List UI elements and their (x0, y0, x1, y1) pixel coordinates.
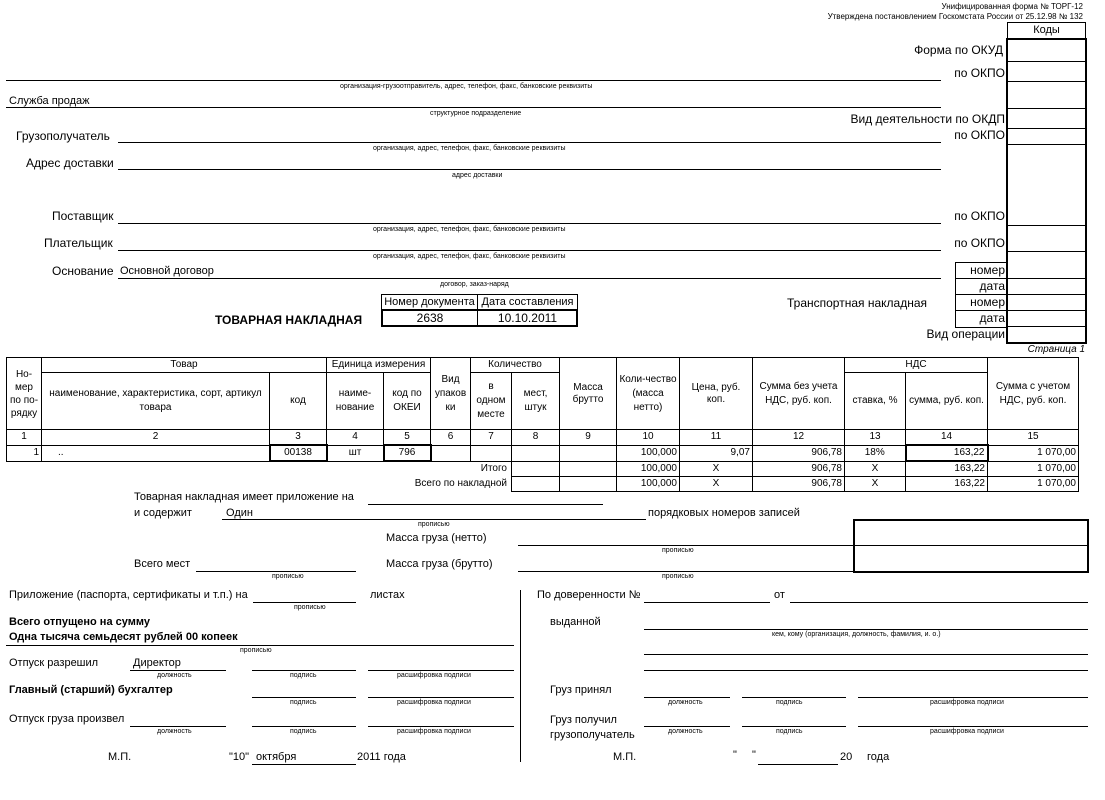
grand-total-row (7, 477, 1079, 492)
delivery-label: Адрес доставки (26, 156, 114, 170)
th-vat-sum: сумма, руб. коп. (906, 373, 988, 430)
th-qty: Количество (471, 358, 560, 373)
doc-date: 10.10.2011 (497, 311, 558, 325)
year-suffix: года (867, 751, 890, 763)
gross-label: Масса груза (брутто) (386, 558, 493, 570)
total-vat-sum: 163,22 (906, 461, 988, 477)
th-price: Цена, руб. коп. (680, 358, 753, 430)
op-type-label: Вид операции (926, 327, 1005, 341)
signature-caption-2: подпись (290, 699, 317, 706)
document-title: ТОВАРНАЯ НАКЛАДНАЯ (215, 313, 363, 327)
col-number: 2 (42, 430, 270, 446)
col-number: 5 (384, 430, 431, 446)
number-label-1: номер (970, 263, 1005, 277)
th-sum-vat: Сумма с учетом НДС, руб. коп. (988, 358, 1079, 430)
th-unit-name: наиме-нование (327, 373, 384, 430)
basis-label: Основание (52, 264, 114, 278)
page-number: Страница 1 (1027, 344, 1085, 355)
col-number: 11 (680, 430, 753, 446)
col-number: 10 (617, 430, 680, 446)
doc-date-header: Дата составления (477, 294, 578, 310)
col-number: 8 (512, 430, 560, 446)
accepted-label: Груз принял (550, 684, 612, 696)
attachments-label: Приложение (паспорта, сертификаты и т.п.) на (9, 589, 248, 601)
th-in-one: в одном месте (471, 373, 512, 430)
col-number: 4 (327, 430, 384, 446)
table-row (7, 445, 1079, 461)
goods-table (6, 357, 1079, 492)
col-number: 1 (7, 430, 42, 446)
decode-caption-1: расшифровка подписи (397, 672, 471, 679)
received-label-1: Груз получил (550, 714, 617, 726)
signature-caption-1: подпись (290, 672, 317, 679)
chief-accountant-label: Главный (старший) бухгалтер (9, 684, 173, 696)
release-allowed-label: Отпуск разрешил (9, 657, 99, 669)
consignee-label: Грузополучатель (16, 129, 110, 143)
grand-qty: 100,000 (617, 477, 680, 492)
in-words-caption-6: прописью (240, 647, 272, 654)
th-okei: код по ОКЕИ (384, 373, 431, 430)
okpo-label-3: по ОКПО (954, 209, 1005, 223)
mass-box (853, 519, 1089, 573)
in-words-caption-4: прописью (272, 573, 304, 580)
shipper-caption: организация-грузоотправитель, адрес, телефон, факс, банковские реквизиты (340, 83, 593, 90)
decode-caption-2: расшифровка подписи (397, 699, 471, 706)
position-caption-1: должность (157, 672, 192, 679)
okpo-label-2: по ОКПО (954, 128, 1005, 142)
th-pack: Вид упаков ки (431, 358, 471, 430)
total-sum-vat: 1 070,00 (988, 461, 1079, 477)
released-label: Всего отпущено на сумму (9, 616, 150, 628)
th-gross: Масса брутто (560, 358, 617, 430)
decode-caption-4: расшифровка подписи (930, 699, 1004, 706)
codes-header: Коды (1007, 22, 1086, 39)
contains-value: Один (226, 507, 253, 519)
signature-caption-5: подпись (776, 728, 803, 735)
in-words-caption-2: прописью (662, 547, 694, 554)
date-year: 2011 года (357, 751, 406, 763)
in-words-caption-5: прописью (294, 604, 326, 611)
row-unit: шт (327, 445, 384, 461)
signature-caption-4: подпись (776, 699, 803, 706)
signature-caption-3: подпись (290, 728, 317, 735)
th-places: мест, штук (512, 373, 560, 430)
date-month: октября (256, 751, 297, 763)
th-code: код (270, 373, 327, 430)
released-words: Одна тысяча семьдесят рублей 00 копеек (9, 631, 238, 643)
grand-sum-novat: 906,78 (753, 477, 845, 492)
row-name: .. (42, 445, 270, 461)
th-num: Но-мер по по-рядку (7, 358, 42, 430)
row-sum-novat: 906,78 (753, 445, 845, 461)
supplier-caption: организация, адрес, телефон, факс, банковские реквизиты (373, 226, 566, 233)
number-label-2: номер (970, 295, 1005, 309)
places-label: Всего мест (134, 558, 191, 570)
payer-label: Плательщик (44, 236, 113, 250)
form-name: Унифицированная форма № ТОРГ-12 (941, 2, 1083, 11)
doc-number: 2638 (416, 311, 444, 325)
decode-caption-3: расшифровка подписи (397, 728, 471, 735)
stamp-label-2: М.П. (613, 751, 637, 763)
col-number: 7 (471, 430, 512, 446)
th-vat: НДС (845, 358, 988, 373)
total-vat-rate: X (845, 461, 906, 477)
quote-close: " (752, 749, 756, 761)
grand-sum-vat: 1 070,00 (988, 477, 1079, 492)
date-day: "10" (229, 751, 250, 763)
in-words-caption-3: прописью (662, 573, 694, 580)
total-label: Итого (480, 463, 507, 475)
row-sum-vat: 1 070,00 (988, 445, 1079, 461)
from-label: от (774, 589, 785, 601)
records-label: порядковых номеров записей (648, 507, 800, 519)
decode-caption-5: расшифровка подписи (930, 728, 1004, 735)
okpo-label-4: по ОКПО (954, 236, 1005, 250)
row-price: 9,07 (680, 445, 753, 461)
col-number: 3 (270, 430, 327, 446)
department-caption: структурное подразделение (430, 110, 522, 117)
okdp-label: Вид деятельности по ОКДП (850, 112, 1005, 126)
grand-vat-rate: X (845, 477, 906, 492)
total-price: X (680, 461, 753, 477)
date-label-1: дата (979, 279, 1005, 293)
position-caption-4: должность (668, 728, 703, 735)
total-sum-novat: 906,78 (753, 461, 845, 477)
issued-caption: кем, кому (организация, должность, фамилия, и. о.) (772, 631, 941, 638)
approval-text: Утверждена постановлением Госкомстата России от 25.12.98 № 132 (827, 12, 1083, 21)
row-qty: 100,000 (617, 445, 680, 461)
basis-caption: договор, заказ-наряд (440, 281, 509, 288)
position-caption-2: должность (157, 728, 192, 735)
stamp-label-1: М.П. (108, 751, 132, 763)
okud-label: Форма по ОКУД (914, 43, 1003, 57)
col-number: 12 (753, 430, 845, 446)
col-number: 6 (431, 430, 471, 446)
col-number: 15 (988, 430, 1079, 446)
transport-label: Транспортная накладная (787, 296, 928, 310)
row-okei: 796 (384, 445, 431, 461)
col-number: 14 (906, 430, 988, 446)
th-vat-rate: ставка, % (845, 373, 906, 430)
supplier-label: Поставщик (52, 209, 114, 223)
appendix-text: Товарная накладная имеет приложение на (134, 491, 354, 503)
th-goods: Товар (42, 358, 327, 373)
consignee-caption: организация, адрес, телефон, факс, банковские реквизиты (373, 145, 566, 152)
col-number: 13 (845, 430, 906, 446)
row-num: 1 (7, 445, 42, 461)
received-label-2: грузополучатель (550, 729, 635, 741)
grand-label: Всего по накладной (414, 478, 507, 489)
row-vat-rate: 18% (845, 445, 906, 461)
contains-label: и содержит (134, 507, 192, 519)
th-net: Коли-чество (масса нетто) (617, 358, 680, 430)
quote-open: " (733, 749, 737, 761)
grand-vat-sum: 163,22 (906, 477, 988, 492)
okpo-label-1: по ОКПО (954, 66, 1005, 80)
release-allowed-position: Директор (133, 657, 181, 669)
date-label-2: дата (979, 311, 1005, 325)
position-caption-3: должность (668, 699, 703, 706)
total-row (7, 461, 1079, 477)
doc-number-header: Номер документа (381, 294, 478, 310)
delivery-caption: адрес доставки (452, 172, 503, 179)
codes-column (1006, 38, 1087, 344)
year-20: 20 (840, 751, 853, 763)
basis-value: Основной договор (120, 265, 214, 277)
in-words-caption-1: прописью (418, 521, 450, 528)
row-code: 00138 (270, 445, 327, 461)
th-goods-name: наименование, характеристика, сорт, артикул товара (42, 373, 270, 430)
col-number: 9 (560, 430, 617, 446)
row-vat-sum: 163,22 (906, 445, 988, 461)
payer-caption: организация, адрес, телефон, факс, банковские реквизиты (373, 253, 566, 260)
released-by-label: Отпуск груза произвел (9, 713, 125, 725)
poa-label: По доверенности № (537, 589, 641, 601)
net-label: Масса груза (нетто) (386, 532, 487, 544)
th-sum-novat: Сумма без учета НДС, руб. коп. (753, 358, 845, 430)
department-value: Служба продаж (9, 95, 90, 107)
total-qty: 100,000 (617, 461, 680, 477)
sheets-label: листах (370, 589, 405, 601)
grand-price: X (680, 477, 753, 492)
issued-label: выданной (550, 616, 601, 628)
th-unit: Единица измерения (327, 358, 431, 373)
